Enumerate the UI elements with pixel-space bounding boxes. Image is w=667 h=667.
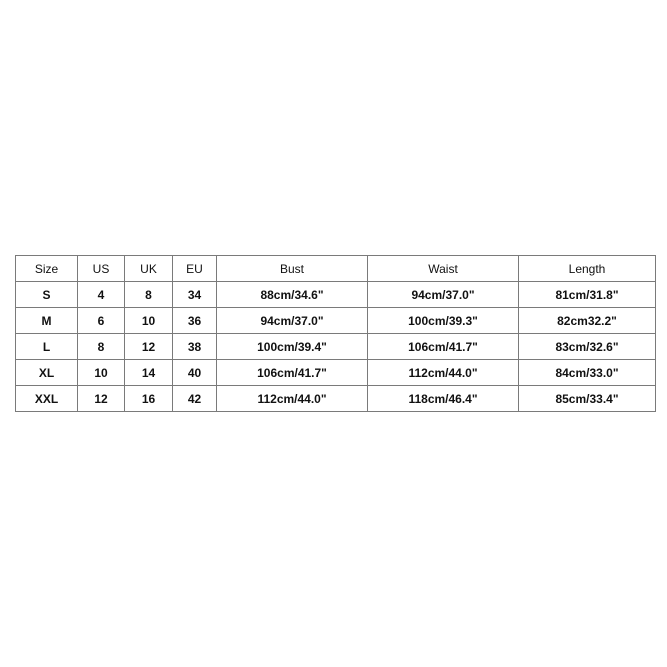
cell-length: 83cm/32.6" — [519, 334, 656, 360]
header-uk: UK — [125, 256, 173, 282]
cell-eu: 42 — [173, 386, 217, 412]
cell-bust: 100cm/39.4" — [217, 334, 368, 360]
cell-bust: 94cm/37.0" — [217, 308, 368, 334]
cell-eu: 36 — [173, 308, 217, 334]
cell-eu: 40 — [173, 360, 217, 386]
cell-size: M — [16, 308, 78, 334]
header-size: Size — [16, 256, 78, 282]
table-row — [16, 282, 656, 308]
cell-us: 10 — [78, 360, 125, 386]
cell-length: 84cm/33.0" — [519, 360, 656, 386]
header-waist: Waist — [368, 256, 519, 282]
cell-eu: 38 — [173, 334, 217, 360]
table-row — [16, 308, 656, 334]
cell-uk: 16 — [125, 386, 173, 412]
cell-us: 8 — [78, 334, 125, 360]
table-row — [16, 334, 656, 360]
cell-size: L — [16, 334, 78, 360]
cell-size: XL — [16, 360, 78, 386]
table-row — [16, 360, 656, 386]
cell-waist: 94cm/37.0" — [368, 282, 519, 308]
cell-bust: 88cm/34.6" — [217, 282, 368, 308]
cell-waist: 106cm/41.7" — [368, 334, 519, 360]
header-row — [16, 256, 656, 282]
header-bust: Bust — [217, 256, 368, 282]
cell-waist: 112cm/44.0" — [368, 360, 519, 386]
cell-uk: 8 — [125, 282, 173, 308]
cell-us: 4 — [78, 282, 125, 308]
cell-waist: 118cm/46.4" — [368, 386, 519, 412]
cell-uk: 12 — [125, 334, 173, 360]
cell-bust: 106cm/41.7" — [217, 360, 368, 386]
cell-length: 82cm32.2" — [519, 308, 656, 334]
header-length: Length — [519, 256, 656, 282]
cell-waist: 100cm/39.3" — [368, 308, 519, 334]
table-row — [16, 386, 656, 412]
cell-eu: 34 — [173, 282, 217, 308]
cell-size: S — [16, 282, 78, 308]
header-us: US — [78, 256, 125, 282]
cell-size: XXL — [16, 386, 78, 412]
cell-bust: 112cm/44.0" — [217, 386, 368, 412]
cell-us: 6 — [78, 308, 125, 334]
cell-length: 85cm/33.4" — [519, 386, 656, 412]
cell-length: 81cm/31.8" — [519, 282, 656, 308]
cell-uk: 14 — [125, 360, 173, 386]
cell-us: 12 — [78, 386, 125, 412]
size-chart-table — [15, 255, 656, 412]
cell-uk: 10 — [125, 308, 173, 334]
header-eu: EU — [173, 256, 217, 282]
